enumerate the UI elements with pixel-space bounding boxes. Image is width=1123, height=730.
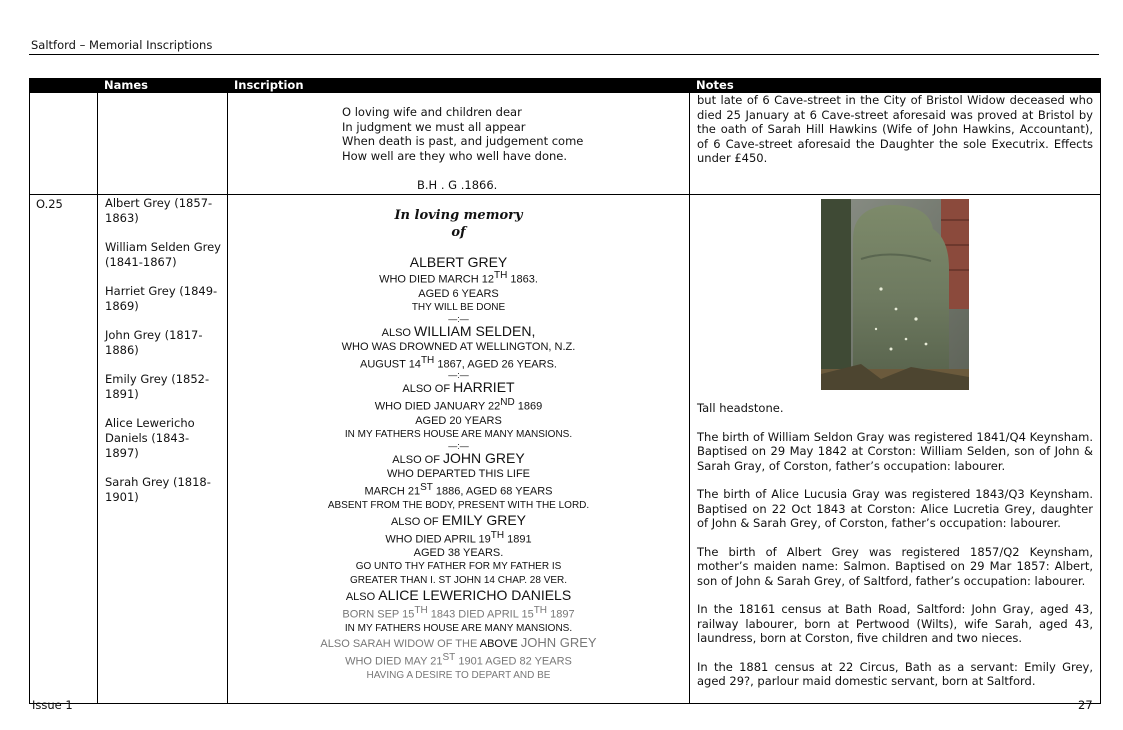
note-paragraph: In the 18161 census at Bath Road, Saltford: John Gray, aged 43, railway labourer, born at Pertwood (Wilts), wife Sarah, aged 43, laundress, born at Corston, five children and two nieces. [697,602,1093,645]
poem-line: When death is past, and judgement come [342,134,584,148]
photo-wrap [690,195,1100,393]
notes-cell [690,93,1101,195]
deceased-name-albert: ALBERT GREY [409,254,508,270]
inscription-line: IN MY FATHERS HOUSE ARE MANY MANSIONS. [344,428,573,440]
column-header-inscription: Inscription [228,78,690,93]
name-entry: Albert Grey (1857-1863) [105,196,213,225]
inscription-line: WHO DIED APRIL 19TH 1891 [385,529,532,546]
inscription-line: WHO DIED MARCH 12TH 1863. [379,270,538,286]
note-paragraph: The birth of Alice Lucusia Gray was registered 1843/Q3 Keynsham. Baptised on 22 Oct 1843 at Corston: Alice Lucretia Grey, daughter of John & Sarah Grey, of Corston, father’s occupation: labourer. [697,487,1093,530]
note-paragraph: Tall headstone. [697,401,784,415]
poem-signature: B.H . G .1866. [417,178,498,192]
inscription-line: BORN SEP 15TH 1843 DIED APRIL 15TH 1897 [342,605,575,621]
name-entry: William Selden Grey (1841-1867) [105,240,221,269]
headstone-photo-image [821,199,969,390]
table-row [30,93,1101,195]
inscription-line: MARCH 21ST 1886, AGED 68 YEARS [364,481,553,498]
inscription-line: WHO DEPARTED THIS LIFE [386,467,531,480]
footer-issue: Issue 1 [32,698,73,712]
inscription-cell [228,195,690,704]
deceased-name-alice: ALSO ALICE LEWERICHO DANIELS [345,587,572,604]
footer-page-number: 27 [1078,698,1093,712]
table-row [30,195,1101,704]
notes-text [690,393,1100,689]
document-header-title: Saltford – Memorial Inscriptions [31,38,213,52]
separator: —:— [448,440,469,451]
name-entry: Sarah Grey (1818-1901) [105,475,211,504]
inscription-line: AGED 38 YEARS. [413,547,504,560]
memorial-table [29,78,1101,704]
names-list [98,195,227,505]
column-header-notes: Notes [690,78,1101,93]
memorial-inscription [228,195,689,683]
poem-line: How well are they who well have done. [342,148,567,163]
note-paragraph: The birth of Albert Grey was registered 1857/Q2 Keynsham, mother’s maiden name: Salmon. Baptised on 29 Mar 1857: Albert, son of John & Sarah Grey, of Saltford, father’s occupation: labourer. [697,544,1093,588]
deceased-name-william: ALSO WILLIAM SELDEN, [381,322,536,339]
name-entry: John Grey (1817-1886) [105,328,203,357]
note-paragraph: In the 1881 census at 22 Circus, Bath as a servant: Emily Grey, aged 29?, parlour maid domestic servant, born at Saltford. [697,659,1093,688]
inscription-line: ABSENT FROM THE BODY, PRESENT WITH THE LORD. [327,499,590,511]
table-header-row [30,78,1101,93]
headstone-photo [821,199,969,390]
name-entry: Alice Lewericho Daniels (1843-1897) [105,416,195,460]
inscription-line: GREATER THAN I. ST JOHN 14 CHAP. 28 VER. [349,575,568,587]
inscription-line: WHO DIED MAY 21ST 1901 AGED 82 YEARS [345,651,572,668]
note-paragraph: The birth of William Seldon Gray was registered 1841/Q4 Keynsham. Baptised on 29 May 1842 at Corston: William Selden, son of John & Sarah Gray, of Corston, father’s occupation: labourer. [697,429,1093,473]
ref-value [30,93,97,97]
inscription-heading: In loving memory [394,208,523,223]
inscription-line: THY WILL BE DONE [411,301,506,313]
inscription-line: AUGUST 14TH 1867, AGED 26 YEARS. [360,354,557,371]
deceased-name-harriet: ALSO OF HARRIET [402,379,515,396]
inscription-cell [228,93,690,195]
name-entry: Harriet Grey (1849-1869) [105,284,218,313]
column-header-ref [30,78,98,93]
ref-value: O.25 [36,197,63,211]
inscription-line: IN MY FATHERS HOUSE ARE MANY MANSIONS. [344,622,573,634]
column-header-names: Names [98,78,228,93]
names-cell [98,93,228,195]
deceased-name-john: ALSO OF JOHN GREY [392,449,525,466]
inscription-line: AGED 6 YEARS [418,287,499,300]
name-entry: Emily Grey (1852-1891) [105,372,210,401]
poem-line: In judgment we must all appear [342,119,526,134]
poem-line: O loving wife and children dear [342,105,522,119]
inscription-line: AGED 20 YEARS [415,414,502,427]
separator: —:— [448,313,469,324]
inscription-line: WHO WAS DROWNED AT WELLINGTON, N.Z. [341,340,576,353]
inscription-line: GO UNTO THY FATHER FOR MY FATHER IS [355,561,562,573]
deceased-name-emily: ALSO OF EMILY GREY [390,511,527,528]
ref-cell [30,93,98,195]
inscription-line: WHO DIED JANUARY 22ND 1869 [374,397,543,413]
separator: —:— [448,370,469,381]
header-rule [29,54,1099,55]
poem [228,93,689,193]
ref-cell [30,195,98,704]
names-cell [98,195,228,704]
deceased-name-sarah: ALSO SARAH WIDOW OF THE ABOVE JOHN GREY [320,634,597,650]
inscription-line: HAVING A DESIRE TO DEPART AND BE [366,669,551,681]
notes-text: but late of 6 Cave-street in the City of Bristol Widow deceased who died 25 January at 6 Cave-street aforesaid was proved at Bristol by the oath of Sarah Hill Hawkins (Wife of John Hawkins, Accountant), of 6 Cave-street aforesaid the Daughter the sole Executrix. Effects under £450. [697,93,1093,165]
notes-cell [690,195,1101,704]
inscription-of: of [451,225,466,240]
